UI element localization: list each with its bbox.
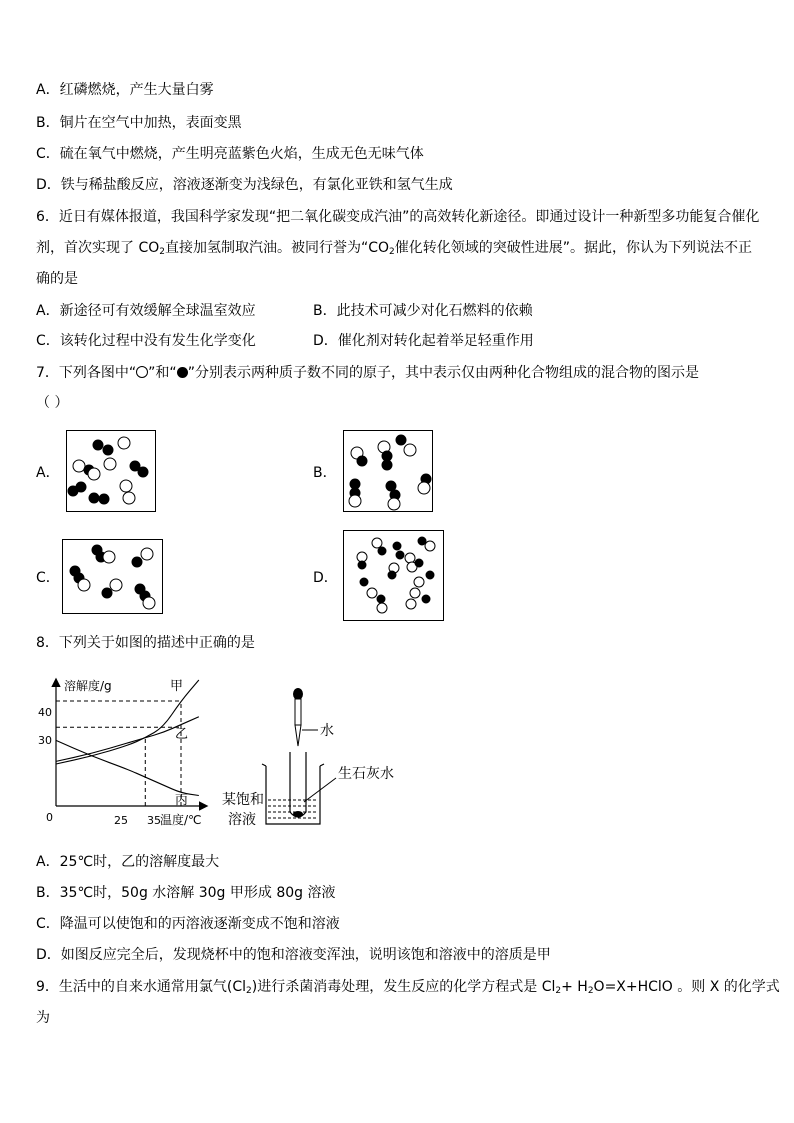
q8-option-b: B．35℃时，50g 水溶解 30g 甲形成 80g 溶液 [36,885,336,901]
solubility-chart [34,674,210,834]
solution-label-1: 某饱和 [222,792,264,808]
dropper-icon [293,688,303,746]
q6-option-c: C．该转化过程中没有发生化学变化 [36,333,256,349]
y-tick-40: 40 [38,706,52,719]
origin-label: 0 [46,811,53,824]
solution-label-2: 溶液 [228,812,256,828]
q5-option-d: D．铁与稀盐酸反应，溶液逐渐变为浅绿色，有氯化亚铁和氢气生成 [36,177,453,193]
q5-option-c: C．硫在氧气中燃烧，产生明亮蓝紫色火焰，生成无色无味气体 [36,146,424,162]
q7-diagram-a [66,430,156,512]
water-label: 水 [320,723,334,739]
q7-label-a: A． [36,465,60,481]
q9-stem-line1: 9．生活中的自来水通常用氯气$(Cl_2)$进行杀菌消毒处理，发生反应的化学方程式是 $Cl_2+$ $H_2O=X+HClO$ 。则 X 的化学式 [36,979,780,996]
curve-bing [56,740,199,795]
q8-option-a: A．25℃时，乙的溶解度最大 [36,854,220,870]
q7-label-b: B． [313,465,337,481]
q9-stem-line2: 为 [36,1010,50,1026]
y-axis-label: 溶解度/g [64,679,112,693]
q8-option-c: C．降温可以使饱和的丙溶液逐渐变成不饱和溶液 [36,916,340,932]
q7-diagram-d [343,530,444,621]
series-label-jia: 甲 [170,679,184,694]
x-axis-label: 温度/℃ [160,813,202,827]
q6-stem-line3: 确的是 [36,271,78,287]
q7-stem-line2: （ ） [36,395,69,411]
q6-option-b: B．此技术可减少对化石燃料的依赖 [313,303,533,319]
q6-option-a: A．新途径可有效缓解全球温室效应 [36,303,256,319]
x-tick-35: 35 [147,814,161,827]
y-tick-30: 30 [38,734,52,747]
q6-option-d: D．催化剂对转化起着举足轻重作用 [313,333,534,349]
q7-stem-line1: 7．下列各图中“ ”和“ ”分别表示两种质子数不同的原子，其中表示仅由两种化合物组成的混合物的图示是 [36,365,699,381]
x-tick-25: 25 [114,814,128,827]
q5-option-a: A．红磷燃烧，产生大量白雾 [36,82,214,98]
q7-diagram-b [343,430,433,512]
q8-option-d: D．如图反应完全后，发现烧杯中的饱和溶液变浑浊，说明该饱和溶液中的溶质是甲 [36,947,551,963]
q7-label-d: D． [313,570,338,586]
q6-stem-line1: 6．近日有媒体报道，我国科学家发现“把二氧化碳变成汽油”的高效转化新途径。即通过设计一种新型多功能复合催化 [36,209,760,225]
black-atom-icon [177,367,188,378]
q5-option-b: B．铜片在空气中加热，表面变黑 [36,115,242,131]
q8-stem: 8．下列关于如图的描述中正确的是 [36,635,255,651]
white-atom-icon [136,366,148,378]
q6-stem-line2: 剂，首次实现了 $CO_2$直接加氢制取汽油。被同行誉为“$CO_2$催化转化领域的突破性进展”。据此，你认为下列说法不正 [36,240,753,257]
q7-label-c: C． [36,570,60,586]
beaker-apparatus [218,684,408,836]
series-label-yi: 乙 [175,727,189,742]
series-label-bing: 丙 [175,793,189,808]
lime-label: 生石灰水 [338,766,394,782]
q7-diagram-c [62,539,163,614]
test-tube-icon [290,752,306,817]
